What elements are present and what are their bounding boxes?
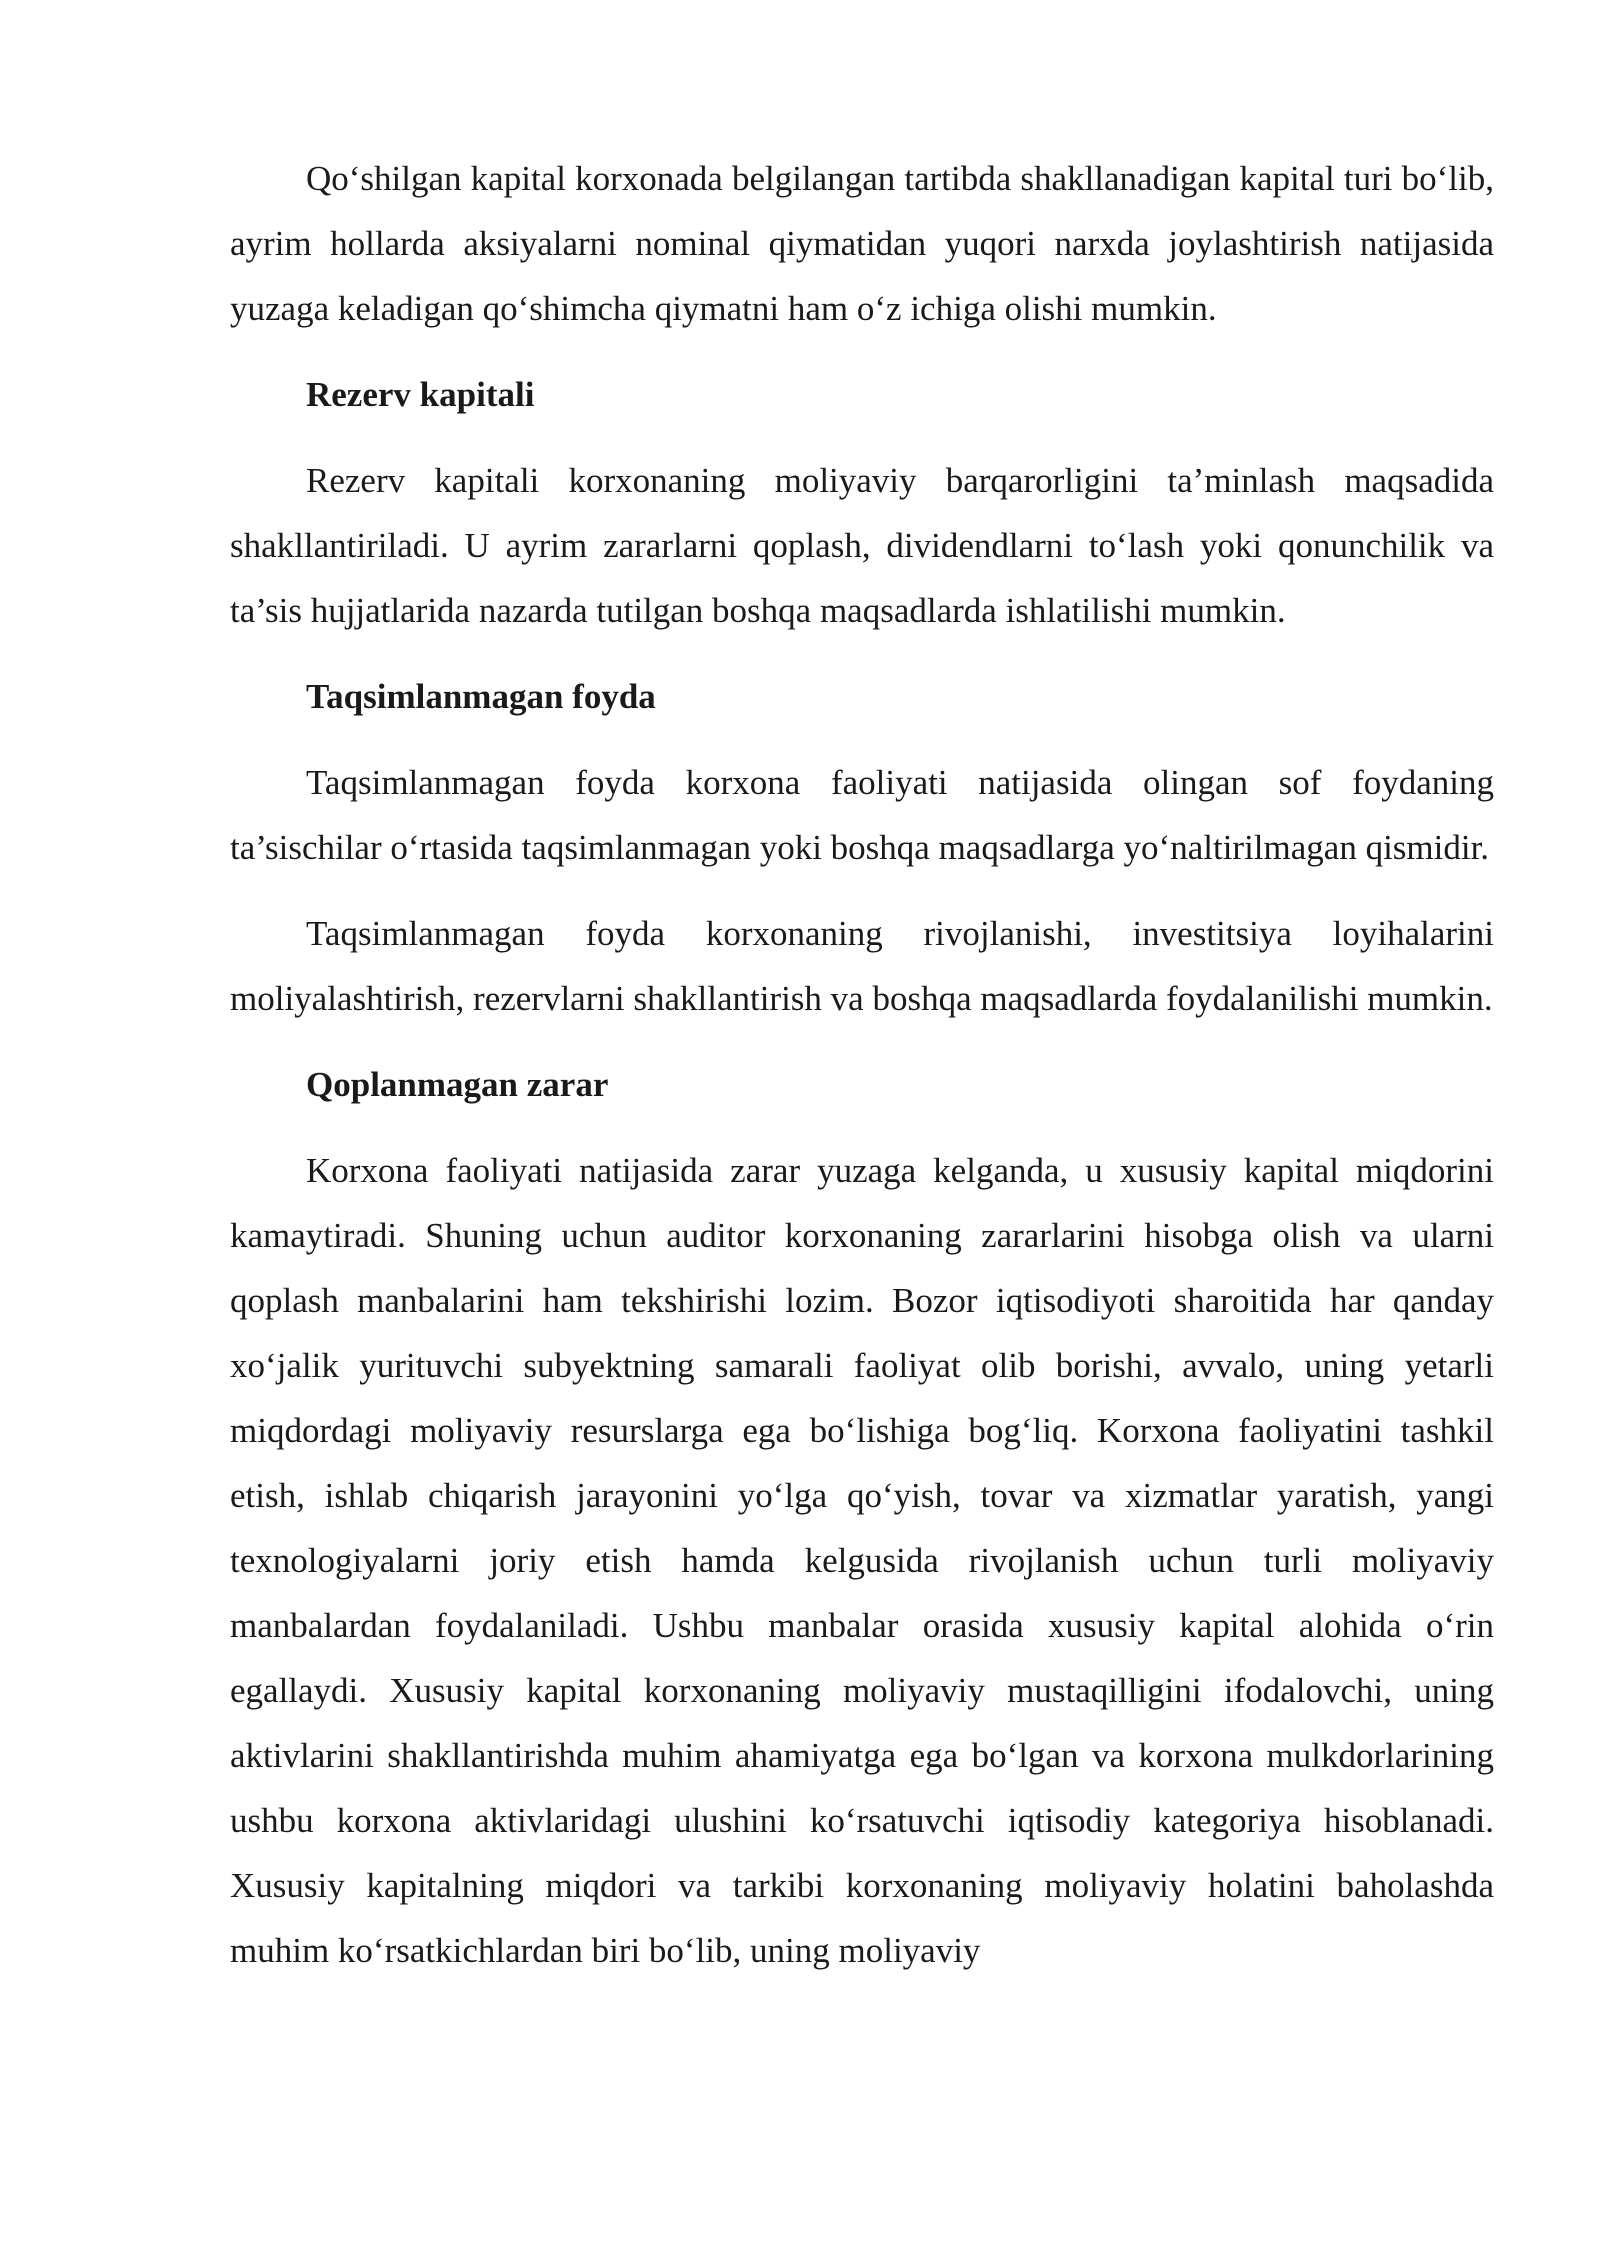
document-page bbox=[230, 146, 1494, 2004]
heading-retained-earnings: Taqsimlanmagan foyda bbox=[306, 677, 656, 716]
paragraph-uncovered-loss: Korxona faoliyati natijasida zarar yuzaga kelganda, u xususiy kapital miqdorini kamaytiradi. Shuning uchun auditor korxonaning zararlarini hisobga olish va ularni qoplash manbalarini ham tekshirishi lozim. Bozor iqtisodiyoti sharoitida har qanday xo‘jalik yurituvchi subyektning samarali faoliyat olib borishi, avvalo, uning yetarli miqdordagi moliyaviy resurslarga ega bo‘lishiga bog‘liq. Korxona faoliyatini tashkil etish, ishlab chiqarish jarayonini yo‘lga qo‘yish, tovar va xizmatlar yaratish, yangi texnologiyalarni joriy etish hamda kelgusida rivojlanish uchun turli moliyaviy manbalardan foydalaniladi. Ushbu manbalar orasida xususiy kapital alohida o‘rin egallaydi. Xususiy kapital korxonaning moliyaviy mustaqilligini ifodalovchi, uning aktivlarini shakllantirishda muhim ahamiyatga ega bo‘lgan va korxona mulkdorlarining ushbu korxona aktivlaridagi ulushini ko‘rsatuvchi iqtisodiy kategoriya hisoblanadi. Xususiy kapitalning miqdori va tarkibi korxonaning moliyaviy holatini baholashda muhim ko‘rsatkichlardan biri bo‘lib, uning moliyaviy bbox=[230, 1151, 1494, 1970]
paragraph-retained-earnings-usage: Taqsimlanmagan foyda korxonaning rivojlanishi, investitsiya loyihalarini moliyalashtirish, rezervlarni shakllantirish va boshqa maqsadlarda foydalanilishi mumkin. bbox=[230, 914, 1494, 1018]
heading-reserve-capital: Rezerv kapitali bbox=[306, 375, 535, 414]
paragraph-reserve-capital: Rezerv kapitali korxonaning moliyaviy barqarorligini ta’minlash maqsadida shakllantiriladi. U ayrim zararlarni qoplash, dividendlarni to‘lash yoki qonunchilik va ta’sis hujjatlarida nazarda tutilgan boshqa maqsadlarda ishlatilishi mumkin. bbox=[230, 461, 1494, 630]
paragraph-added-capital: Qo‘shilgan kapital korxonada belgilangan tartibda shakllanadigan kapital turi bo‘lib, ayrim hollarda aksiyalarni nominal qiymatidan yuqori narxda joylashtirish natijasida yuzaga keladigan qo‘shimcha qiymatni ham o‘z ichiga olishi mumkin. bbox=[230, 159, 1494, 328]
paragraph-retained-earnings-definition: Taqsimlanmagan foyda korxona faoliyati natijasida olingan sof foydaning ta’sischilar o‘rtasida taqsimlanmagan yoki boshqa maqsadlarga yo‘naltirilmagan qismidir. bbox=[230, 763, 1494, 867]
heading-uncovered-loss: Qoplanmagan zarar bbox=[306, 1065, 609, 1104]
